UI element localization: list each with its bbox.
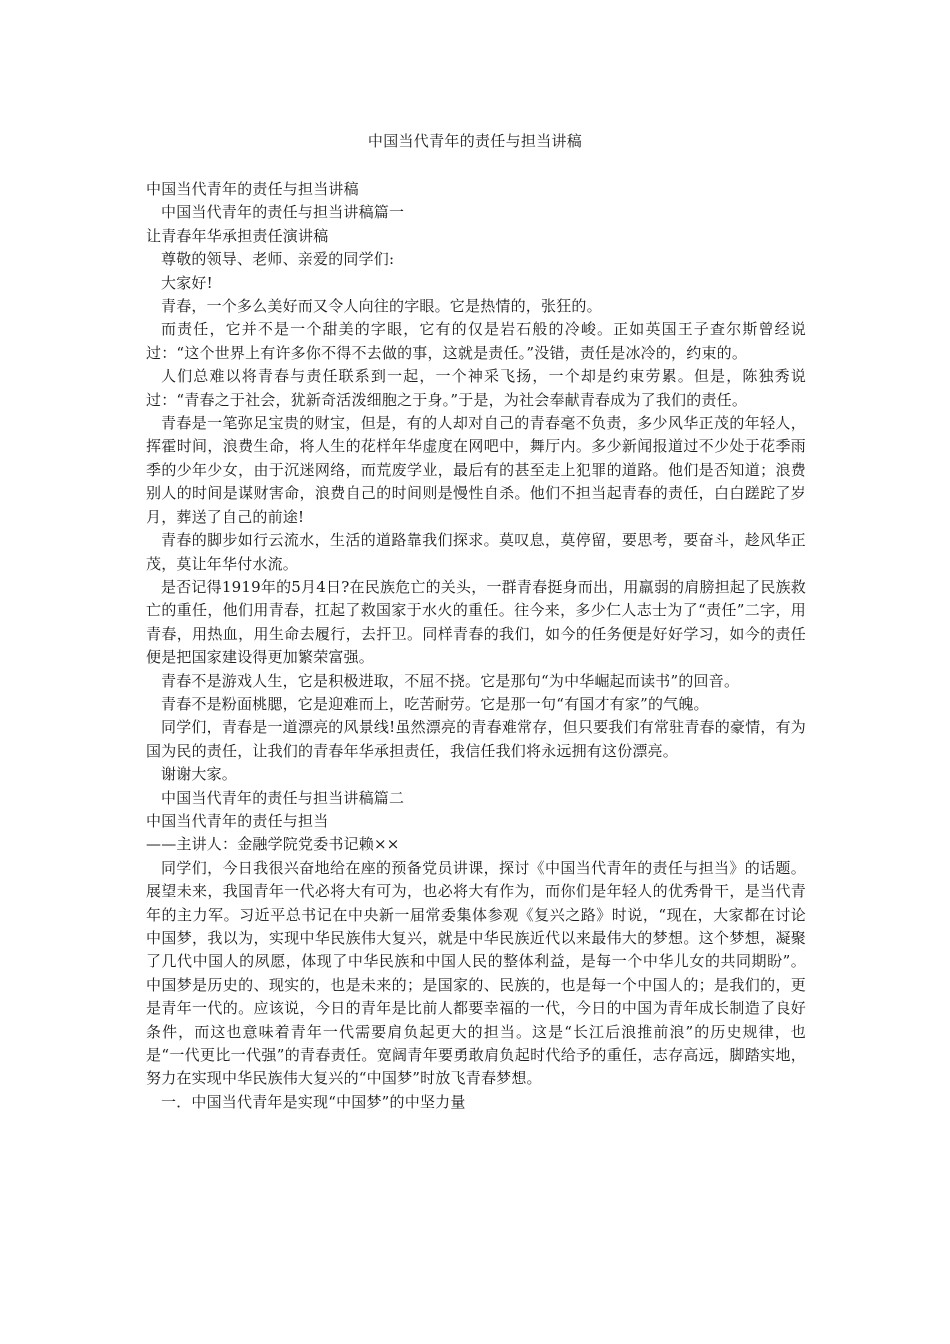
document-title: 中国当代青年的责任与担当讲稿 xyxy=(367,132,583,150)
paragraph: 青春不是游戏人生，它是积极进取，不屈不挠。它是那句“为中华崛起而读书”的回音。 xyxy=(161,671,740,690)
paragraph-subheading: 一．中国当代青年是实现“中国梦”的中坚力量 xyxy=(161,1092,466,1111)
paragraph-section-two: 中国当代青年的责任与担当讲稿篇二 xyxy=(161,788,405,807)
document-body xyxy=(146,178,806,1114)
paragraph: 同学们，今日我很兴奋地给在座的预备党员讲课，探讨《中国当代青年的责任与担当》的话题。展望未来，我国青年一代必将大有可为，也必将大有作为，而你们是年轻人的优秀骨干，是当代青年的主力军。习近平总书记在中央新一届常委集体参观《复兴之路》时说，“现在，大家都在讨论中国梦，我以为，实现中华民族伟大复兴，就是中华民族近代以来最伟大的梦想。这个梦想，凝聚了几代中国人的夙愿，体现了中华民族和中国人民的整体利益，是每一个中华儿女的共同期盼”。中国梦是历史的、现实的，也是未来的；是国家的、民族的，也是每一个中国人的；是我们的，更是青年一代的。应该说，今日的青年是比前人都要幸福的一代，今日的中国为青年成长制造了良好条件，而这也意味着青年一代需要肩负起更大的担当。这是“长江后浪推前浪”的历史规律，也是“一代更比一代强”的青春责任。宽阔青年要勇敢肩负起时代给予的重任，志存高远，脚踏实地，努力在实现中华民族伟大复兴的“中国梦”时放飞青春梦想。 xyxy=(146,858,806,1088)
paragraph: 人们总难以将青春与责任联系到一起，一个神采飞扬，一个却是约束劳累。但是，陈独秀说过：“青春之于社会，犹新奇活泼细胞之于身。”于是，为社会奉献青春成为了我们的责任。 xyxy=(146,367,806,409)
paragraph: 大家好! xyxy=(161,273,213,292)
paragraph-speech-title: 让青春年华承担责任演讲稿 xyxy=(146,226,329,245)
paragraph: 尊敬的领导、老师、亲爱的同学们: xyxy=(161,250,395,269)
paragraph-section-one: 中国当代青年的责任与担当讲稿篇一 xyxy=(161,203,405,222)
paragraph: 青春的脚步如行云流水，生活的道路靠我们探求。莫叹息，莫停留，要思考，要奋斗，趁风华正茂，莫让年华付水流。 xyxy=(146,531,806,573)
paragraph: 青春不是粉面桃腮，它是迎难而上，吃苦耐劳。它是那一句“有国才有家”的气魄。 xyxy=(161,694,709,713)
paragraph: 是否记得1919年的5月4日?在民族危亡的关头，一群青春挺身而出，用羸弱的肩膀担起了民族救亡的重任，他们用青春，扛起了救国家于水火的重任。往今来，多少仁人志士为了“责任”二字，用青春，用热血，用生命去履行，去扞卫。同样青春的我们，如今的任务便是好好学习，如今的责任便是把国家建设得更加繁荣富强。 xyxy=(146,577,806,667)
paragraph-speaker: ——主讲人：金融学院党委书记赖×× xyxy=(146,835,400,854)
paragraph: 谢谢大家。 xyxy=(161,765,238,784)
paragraph-heading: 中国当代青年的责任与担当讲稿 xyxy=(146,180,359,198)
paragraph: 青春，一个多么美好而又令人向往的字眼。它是热情的，张狂的。 xyxy=(161,297,602,316)
paragraph-lecture-title: 中国当代青年的责任与担当 xyxy=(146,811,329,830)
paragraph: 而责任，它并不是一个甜美的字眼，它有的仅是岩石般的冷峻。正如英国王子查尔斯曾经说过：“这个世界上有许多你不得不去做的事，这就是责任。”没错，责任是冰冷的，约束的。 xyxy=(146,320,806,362)
paragraph: 青春是一笔弥足宝贵的财宝，但是，有的人却对自己的青春毫不负责，多少风华正茂的年轻人，挥霍时间，浪费生命，将人生的花样年华虚度在网吧中，舞厅内。多少新闻报道过不少处于花季雨季的少年少女，由于沉迷网络，而荒废学业，最后有的甚至走上犯罪的道路。他们是否知道；浪费别人的时间是谋财害命，浪费自己的时间则是慢性自杀。他们不担当起青春的责任，白白蹉跎了岁月，葬送了自己的前途! xyxy=(146,414,806,526)
paragraph: 同学们，青春是一道漂亮的风景线!虽然漂亮的青春难常存，但只要我们有常驻青春的豪情，有为国为民的责任，让我们的青春年华承担责任，我信任我们将永远拥有这份漂亮。 xyxy=(146,718,806,760)
